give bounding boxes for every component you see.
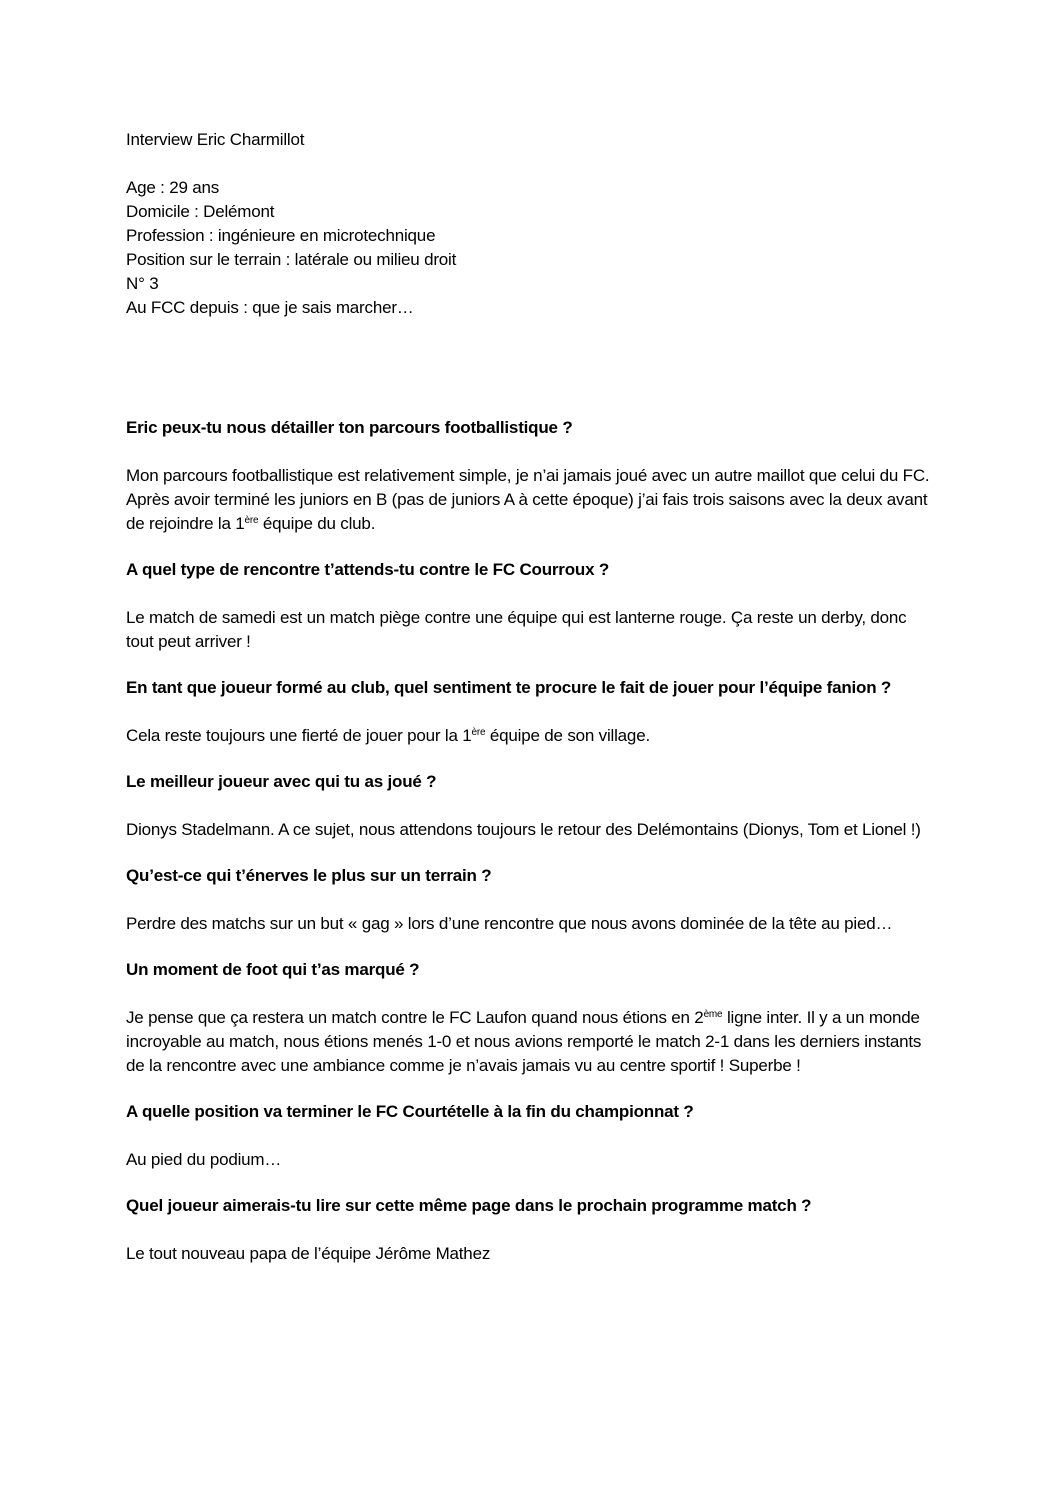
- answer-text-part: ligne inter. Il y a un monde incroyable au match, nous étions menés 1-0 et nous avions remporté le match 2-1 dans les derniers instants de la rencontre avec une ambiance comme je n’avais jamais vu au centre sportif ! Superbe !: [126, 1008, 922, 1075]
- answer-text: [126, 818, 936, 842]
- answer-text-part: Je pense que ça restera un match contre le FC Laufon quand nous étions en 2: [126, 1008, 704, 1027]
- qa-item: [126, 676, 936, 748]
- answer-superscript: ème: [703, 1009, 723, 1020]
- qa-item: [126, 958, 936, 1078]
- answer-text: [126, 724, 936, 748]
- question-text: A quel type de rencontre t’attends-tu contre le FC Courroux ?: [126, 560, 610, 579]
- profile-since: Au FCC depuis : que je sais marcher…: [126, 298, 414, 317]
- document-body: [126, 128, 936, 1288]
- answer-text-part: Dionys Stadelmann. A ce sujet, nous attendons toujours le retour des Delémontains (Dionys, Tom et Lionel !): [126, 820, 921, 839]
- profile-age: Age : 29 ans: [126, 178, 220, 197]
- profile-position: Position sur le terrain : latérale ou milieu droit: [126, 250, 457, 269]
- profile-number: N° 3: [126, 274, 159, 293]
- qa-item: [126, 558, 936, 654]
- answer-superscript: ère: [471, 727, 486, 738]
- question-text: Un moment de foot qui t’as marqué ?: [126, 960, 420, 979]
- answer-text: [126, 464, 936, 536]
- qa-item: [126, 1194, 936, 1266]
- answer-text-part: équipe du club.: [258, 514, 376, 533]
- section-spacer: [126, 320, 936, 416]
- qa-item: [126, 770, 936, 842]
- answer-text-part: Le tout nouveau papa de l’équipe Jérôme Mathez: [126, 1244, 491, 1263]
- answer-text-part: Au pied du podium…: [126, 1150, 282, 1169]
- answer-text: [126, 606, 936, 654]
- qa-item: [126, 416, 936, 536]
- profile-profession: Profession : ingénieure en microtechnique: [126, 226, 436, 245]
- answer-superscript: ère: [244, 515, 259, 526]
- question-text: En tant que joueur formé au club, quel sentiment te procure le fait de jouer pour l’équipe fanion ?: [126, 678, 892, 697]
- answer-text-part: équipe de son village.: [485, 726, 650, 745]
- qa-item: [126, 864, 936, 936]
- answer-text-part: Mon parcours footballistique est relativement simple, je n’ai jamais joué avec un autre maillot que celui du FC. Après avoir terminé les juniors en B (pas de juniors A à cette époque) j’ai fais trois saisons avec la deux avant de rejoindre la 1: [126, 466, 930, 533]
- document-title: Interview Eric Charmillot: [126, 130, 305, 149]
- question-text: Quel joueur aimerais-tu lire sur cette même page dans le prochain programme match ?: [126, 1196, 812, 1215]
- answer-text: [126, 1148, 936, 1172]
- question-text: Le meilleur joueur avec qui tu as joué ?: [126, 772, 437, 791]
- question-text: Qu’est-ce qui t’énerves le plus sur un terrain ?: [126, 866, 492, 885]
- profile-domicile: Domicile : Delémont: [126, 202, 275, 221]
- answer-text-part: Cela reste toujours une fierté de jouer pour la 1: [126, 726, 472, 745]
- answer-text: [126, 1006, 936, 1078]
- answer-text-part: Le match de samedi est un match piège contre une équipe qui est lanterne rouge. Ça reste un derby, donc tout peut arriver !: [126, 608, 907, 651]
- answer-text-part: Perdre des matchs sur un but « gag » lors d’une rencontre que nous avons dominée de la tête au pied…: [126, 914, 893, 933]
- question-text: A quelle position va terminer le FC Courtételle à la fin du championnat ?: [126, 1102, 694, 1121]
- question-text: Eric peux-tu nous détailler ton parcours footballistique ?: [126, 418, 573, 437]
- qa-item: [126, 1100, 936, 1172]
- answer-text: [126, 912, 936, 936]
- answer-text: [126, 1242, 936, 1266]
- profile-info: [126, 176, 936, 320]
